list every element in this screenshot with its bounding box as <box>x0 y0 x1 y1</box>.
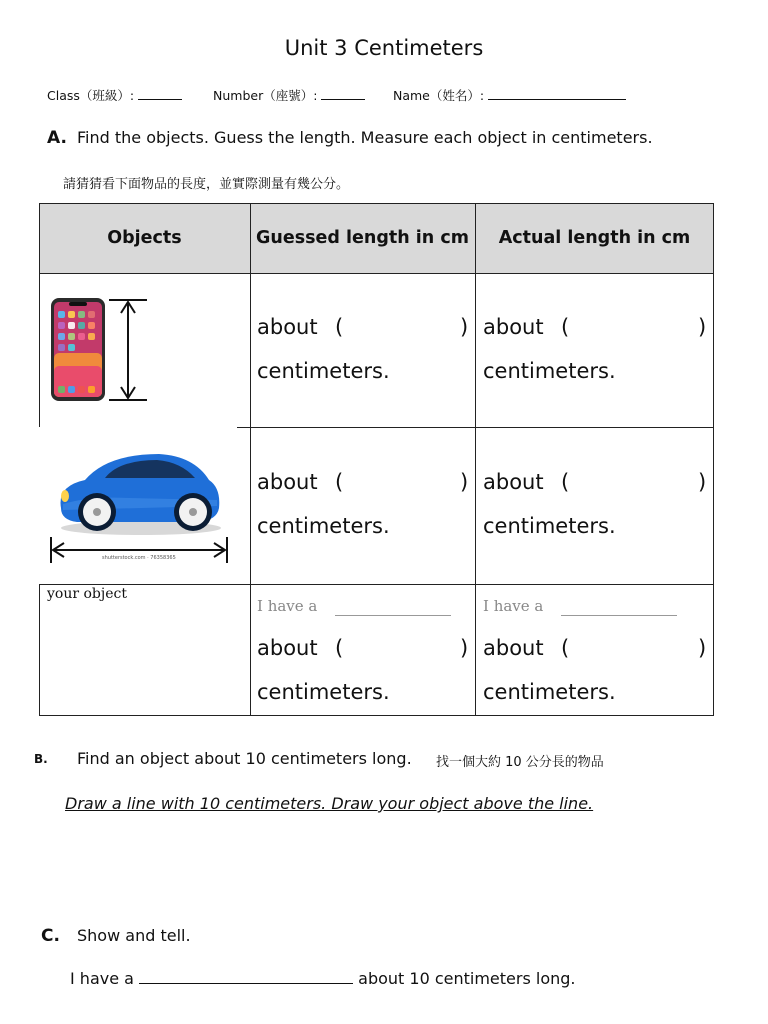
measurement-table <box>39 203 714 716</box>
sentence-suffix: about 10 centimeters long. <box>358 969 576 988</box>
section-b-draw-note: Draw a line with 10 centimeters. Draw your object above the line. <box>65 794 594 813</box>
actual-i-have-a: I have a <box>483 597 544 615</box>
row-line-1 <box>39 273 714 274</box>
section-c-label: C. <box>41 926 60 946</box>
actual-open-paren-2: ( <box>561 470 570 494</box>
guess-about-3: about <box>257 636 318 660</box>
table-divider-1 <box>250 203 251 716</box>
guess-open-paren-3: ( <box>335 636 344 660</box>
sentence-prefix: I have a <box>70 969 134 988</box>
number-label: Number（座號）: <box>213 88 318 103</box>
header-guessed: Guessed length in cm <box>250 203 475 273</box>
car-measure-arrow-icon <box>49 537 231 567</box>
section-a-label: A. <box>47 128 67 148</box>
table-border-left-top <box>39 203 40 427</box>
actual-close-paren-3: ) <box>698 636 707 660</box>
header-objects: Objects <box>39 203 250 273</box>
watermark-text: shutterstock.com · 76358365 <box>102 555 176 561</box>
page-title: Unit 3 Centimeters <box>284 36 484 60</box>
table-border-left-bottom <box>39 584 40 716</box>
guess-close-paren-2: ) <box>460 470 469 494</box>
section-b-label: B. <box>34 752 48 766</box>
table-border-bottom <box>39 715 714 716</box>
guess-open-paren-2: ( <box>335 470 344 494</box>
section-a-instruction-cjk: 請猜猜看下面物品的長度，並實際測量有幾公分。 <box>63 177 350 192</box>
guess-unit-1: centimeters. <box>257 359 390 383</box>
guess-close-paren-1: ) <box>460 315 469 339</box>
toy-car-icon <box>49 446 229 542</box>
actual-close-paren-1: ) <box>698 315 707 339</box>
measure-arrow-icon <box>107 297 151 411</box>
number-blank[interactable] <box>321 87 365 100</box>
actual-unit-1: centimeters. <box>483 359 616 383</box>
actual-about-1: about <box>483 315 544 339</box>
table-border-right <box>713 203 714 716</box>
row-line-3 <box>39 584 714 585</box>
object-name-blank[interactable] <box>139 969 353 984</box>
guess-i-have-a: I have a <box>257 597 318 615</box>
header-actual: Actual length in cm <box>475 203 714 273</box>
name-blank[interactable] <box>488 87 626 100</box>
section-c-title: Show and tell. <box>77 926 191 945</box>
table-divider-2 <box>475 203 476 716</box>
section-a-instruction: Find the objects. Guess the length. Measure each object in centimeters. <box>77 128 653 147</box>
name-field <box>393 86 626 104</box>
actual-open-paren-3: ( <box>561 636 570 660</box>
actual-object-blank[interactable] <box>561 615 677 616</box>
guess-close-paren-3: ) <box>460 636 469 660</box>
show-and-tell-sentence <box>70 969 576 988</box>
class-blank[interactable] <box>138 87 182 100</box>
number-field <box>213 86 365 104</box>
actual-unit-2: centimeters. <box>483 514 616 538</box>
class-field <box>47 86 182 104</box>
actual-unit-3: centimeters. <box>483 680 616 704</box>
section-b-instruction-cjk: 找一個大約 10 公分長的物品 <box>436 755 604 770</box>
actual-close-paren-2: ) <box>698 470 707 494</box>
guess-open-paren-1: ( <box>335 315 344 339</box>
section-b-instruction: Find an object about 10 centimeters long. <box>77 749 412 768</box>
row-line-2 <box>237 427 714 428</box>
guess-unit-2: centimeters. <box>257 514 390 538</box>
class-label: Class（班級）: <box>47 88 135 103</box>
actual-open-paren-1: ( <box>561 315 570 339</box>
actual-about-3: about <box>483 636 544 660</box>
actual-about-2: about <box>483 470 544 494</box>
guess-about-2: about <box>257 470 318 494</box>
your-object-label: your object <box>47 586 127 602</box>
guess-about-1: about <box>257 315 318 339</box>
name-label: Name（姓名）: <box>393 88 485 103</box>
table-border-top <box>39 203 714 204</box>
guess-unit-3: centimeters. <box>257 680 390 704</box>
guess-object-blank[interactable] <box>335 615 451 616</box>
